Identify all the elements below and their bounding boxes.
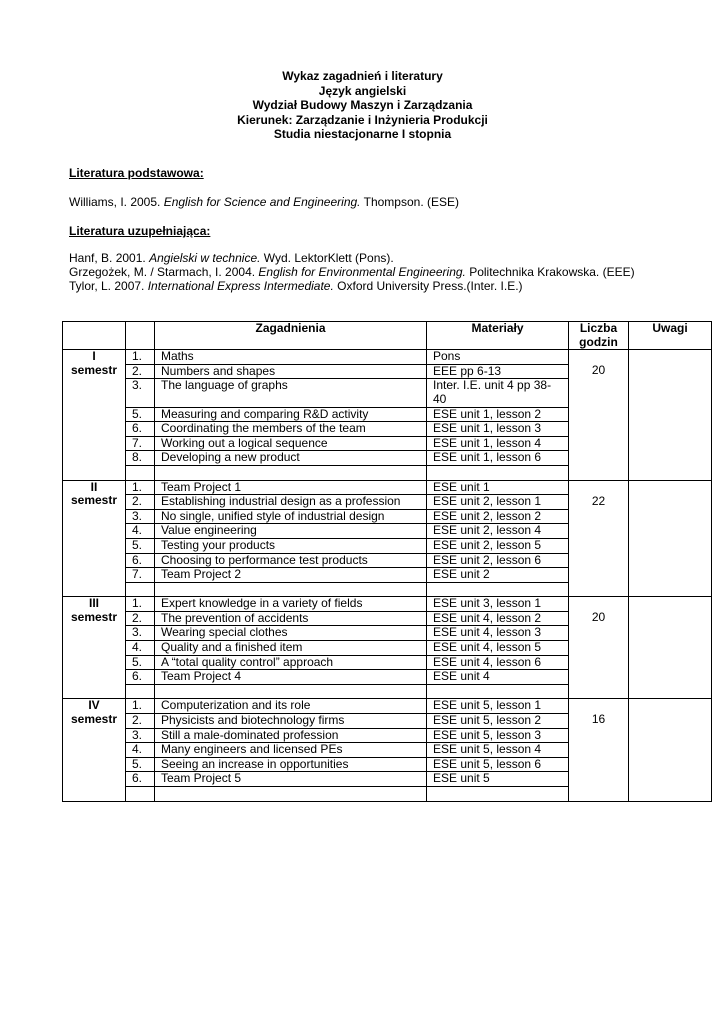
header-study-mode: Studia niestacjonarne I stopnia [273, 127, 452, 141]
ref-author: Williams, I. 2005. [69, 195, 164, 209]
row-number: 3. [126, 379, 155, 407]
semester-label: semestr [70, 712, 118, 727]
row-number: 6. [126, 553, 155, 568]
row-topic: Computerization and its role [155, 699, 427, 714]
row-number: 5. [126, 655, 155, 670]
row-number: 7. [126, 436, 155, 451]
syllabus-table [62, 321, 712, 802]
row-material: ESE unit 5, lesson 1 [427, 699, 569, 714]
row-material: ESE unit 2, lesson 1 [427, 495, 569, 510]
row-material: ESE unit 4, lesson 3 [427, 626, 569, 641]
header-faculty: Wydział Budowy Maszyn i Zarządzania [252, 98, 473, 112]
spacer-topic-cell [155, 465, 427, 480]
spacer-number-cell [126, 465, 155, 480]
row-topic: Wearing special clothes [155, 626, 427, 641]
row-number: 5. [126, 538, 155, 553]
row-material: ESE unit 5, lesson 3 [427, 728, 569, 743]
basic-ref-1 [69, 195, 459, 210]
table-row [63, 597, 712, 612]
row-topic: Seeing an increase in opportunities [155, 757, 427, 772]
ref-author: Grzegożek, M. / Starmach, I. 2004. [69, 265, 259, 279]
table-row [63, 480, 712, 495]
supp-ref-3 [69, 279, 523, 294]
row-number: 1. [126, 350, 155, 365]
row-material: ESE unit 1, lesson 6 [427, 451, 569, 466]
ref-author: Hanf, B. 2001. [69, 251, 150, 265]
row-number: 2. [126, 364, 155, 379]
semester-cell [63, 350, 126, 480]
row-topic: Team Project 2 [155, 568, 427, 583]
row-number: 2. [126, 495, 155, 510]
header-title: Wykaz zagadnień i literatury [282, 69, 443, 83]
hours-cell [569, 350, 629, 480]
semester-cell [63, 597, 126, 699]
ref-rest: Politechnika Krakowska. (EEE) [465, 265, 635, 279]
row-number: 7. [126, 568, 155, 583]
spacer-number-cell [126, 582, 155, 597]
row-material: EEE pp 6-13 [427, 364, 569, 379]
header-topics: Zagadnienia [155, 322, 427, 350]
row-topic: The prevention of accidents [155, 611, 427, 626]
row-number: 1. [126, 597, 155, 612]
header-hours: Liczba godzin [569, 322, 629, 350]
row-material: ESE unit 1, lesson 4 [427, 436, 569, 451]
header-notes: Uwagi [629, 322, 712, 350]
hours-value: 20 [591, 363, 606, 378]
semester-cell [63, 699, 126, 801]
row-material: ESE unit 2, lesson 5 [427, 538, 569, 553]
row-number: 8. [126, 451, 155, 466]
ref-work: English for Science and Engineering. [163, 195, 361, 209]
supp-ref-2 [69, 265, 635, 280]
header-field: Kierunek: Zarządzanie i Inżynieria Produkcji [237, 112, 488, 127]
table-header-row [63, 322, 712, 350]
row-topic: Coordinating the members of the team [155, 422, 427, 437]
row-material: ESE unit 4, lesson 5 [427, 641, 569, 656]
row-number: 3. [126, 728, 155, 743]
supplementary-literature-title: Literatura uzupełniająca: [69, 224, 211, 238]
row-topic: Team Project 5 [155, 772, 427, 787]
row-number: 5. [126, 407, 155, 422]
row-topic: Quality and a finished item [155, 641, 427, 656]
row-topic: Many engineers and licensed PEs [155, 743, 427, 758]
header-subject: Język angielski [318, 83, 407, 98]
header-materials: Materiały [427, 322, 569, 350]
hours-value: 20 [591, 610, 606, 625]
header-semester-cell [63, 322, 126, 350]
row-material: ESE unit 5, lesson 4 [427, 743, 569, 758]
row-number: 1. [126, 699, 155, 714]
row-material: ESE unit 4 [427, 670, 569, 685]
row-topic: Team Project 4 [155, 670, 427, 685]
row-topic: Maths [155, 350, 427, 365]
row-material: ESE unit 5, lesson 6 [427, 757, 569, 772]
spacer-material-cell [427, 582, 569, 597]
semester-roman: II [90, 479, 98, 494]
row-number: 6. [126, 772, 155, 787]
document-header [0, 69, 725, 142]
header-number-cell [126, 322, 155, 350]
table-row [63, 350, 712, 365]
row-material: ESE unit 2, lesson 4 [427, 524, 569, 539]
spacer-material-cell [427, 465, 569, 480]
hours-cell [569, 597, 629, 699]
spacer-topic-cell [155, 582, 427, 597]
row-material: Inter. I.E. unit 4 pp 38-40 [427, 379, 569, 407]
row-topic: No single, unified style of industrial design [155, 509, 427, 524]
row-number: 2. [126, 611, 155, 626]
row-topic: Team Project 1 [155, 480, 427, 495]
notes-cell [629, 699, 712, 801]
ref-work: English for Environmental Engineering. [258, 265, 466, 279]
ref-rest: Thompson. (ESE) [360, 195, 459, 209]
hours-value: 16 [591, 712, 606, 727]
semester-label: semestr [70, 609, 118, 624]
row-number: 6. [126, 422, 155, 437]
ref-work: International Express Intermediate. [147, 279, 334, 293]
spacer-material-cell [427, 684, 569, 699]
notes-cell [629, 480, 712, 597]
semester-label: semestr [70, 493, 118, 508]
row-material: ESE unit 1, lesson 3 [427, 422, 569, 437]
row-number: 4. [126, 641, 155, 656]
supp-ref-1 [69, 251, 394, 266]
spacer-number-cell [126, 684, 155, 699]
spacer-material-cell [427, 787, 569, 802]
semester-roman: IV [88, 698, 100, 713]
row-topic: Numbers and shapes [155, 364, 427, 379]
row-topic: Choosing to performance test products [155, 553, 427, 568]
row-number: 3. [126, 509, 155, 524]
spacer-topic-cell [155, 787, 427, 802]
semester-label: semestr [70, 362, 118, 377]
row-material: ESE unit 2, lesson 6 [427, 553, 569, 568]
row-topic: A “total quality control” approach [155, 655, 427, 670]
row-material: ESE unit 1, lesson 2 [427, 407, 569, 422]
row-material: ESE unit 5 [427, 772, 569, 787]
row-topic: Still a male-dominated profession [155, 728, 427, 743]
basic-literature-title: Literatura podstawowa: [69, 166, 204, 180]
row-number: 1. [126, 480, 155, 495]
row-material: ESE unit 1 [427, 480, 569, 495]
row-number: 4. [126, 743, 155, 758]
row-number: 4. [126, 524, 155, 539]
hours-cell [569, 480, 629, 597]
notes-cell [629, 350, 712, 480]
ref-rest: Oxford University Press.(Inter. I.E.) [333, 279, 523, 293]
semester-cell [63, 480, 126, 597]
row-number: 6. [126, 670, 155, 685]
semester-roman: I [92, 349, 96, 364]
ref-work: Angielski w technice. [149, 251, 261, 265]
spacer-topic-cell [155, 684, 427, 699]
table-row [63, 699, 712, 714]
row-material: ESE unit 4, lesson 2 [427, 611, 569, 626]
row-material: ESE unit 5, lesson 2 [427, 714, 569, 729]
row-topic: Establishing industrial design as a profession [155, 495, 427, 510]
row-topic: Physicists and biotechnology firms [155, 714, 427, 729]
ref-author: Tylor, L. 2007. [69, 279, 148, 293]
row-material: ESE unit 3, lesson 1 [427, 597, 569, 612]
row-topic: Expert knowledge in a variety of fields [155, 597, 427, 612]
row-number: 3. [126, 626, 155, 641]
row-number: 5. [126, 757, 155, 772]
ref-rest: Wyd. LektorKlett (Pons). [260, 251, 394, 265]
row-material: ESE unit 4, lesson 6 [427, 655, 569, 670]
hours-value: 22 [591, 493, 606, 508]
hours-cell [569, 699, 629, 801]
notes-cell [629, 597, 712, 699]
row-material: ESE unit 2 [427, 568, 569, 583]
row-material: Pons [427, 350, 569, 365]
row-topic: Working out a logical sequence [155, 436, 427, 451]
row-number: 2. [126, 714, 155, 729]
row-material: ESE unit 2, lesson 2 [427, 509, 569, 524]
row-topic: The language of graphs [155, 379, 427, 407]
row-topic: Value engineering [155, 524, 427, 539]
row-topic: Developing a new product [155, 451, 427, 466]
semester-roman: III [88, 596, 99, 611]
row-topic: Testing your products [155, 538, 427, 553]
row-topic: Measuring and comparing R&D activity [155, 407, 427, 422]
spacer-number-cell [126, 787, 155, 802]
